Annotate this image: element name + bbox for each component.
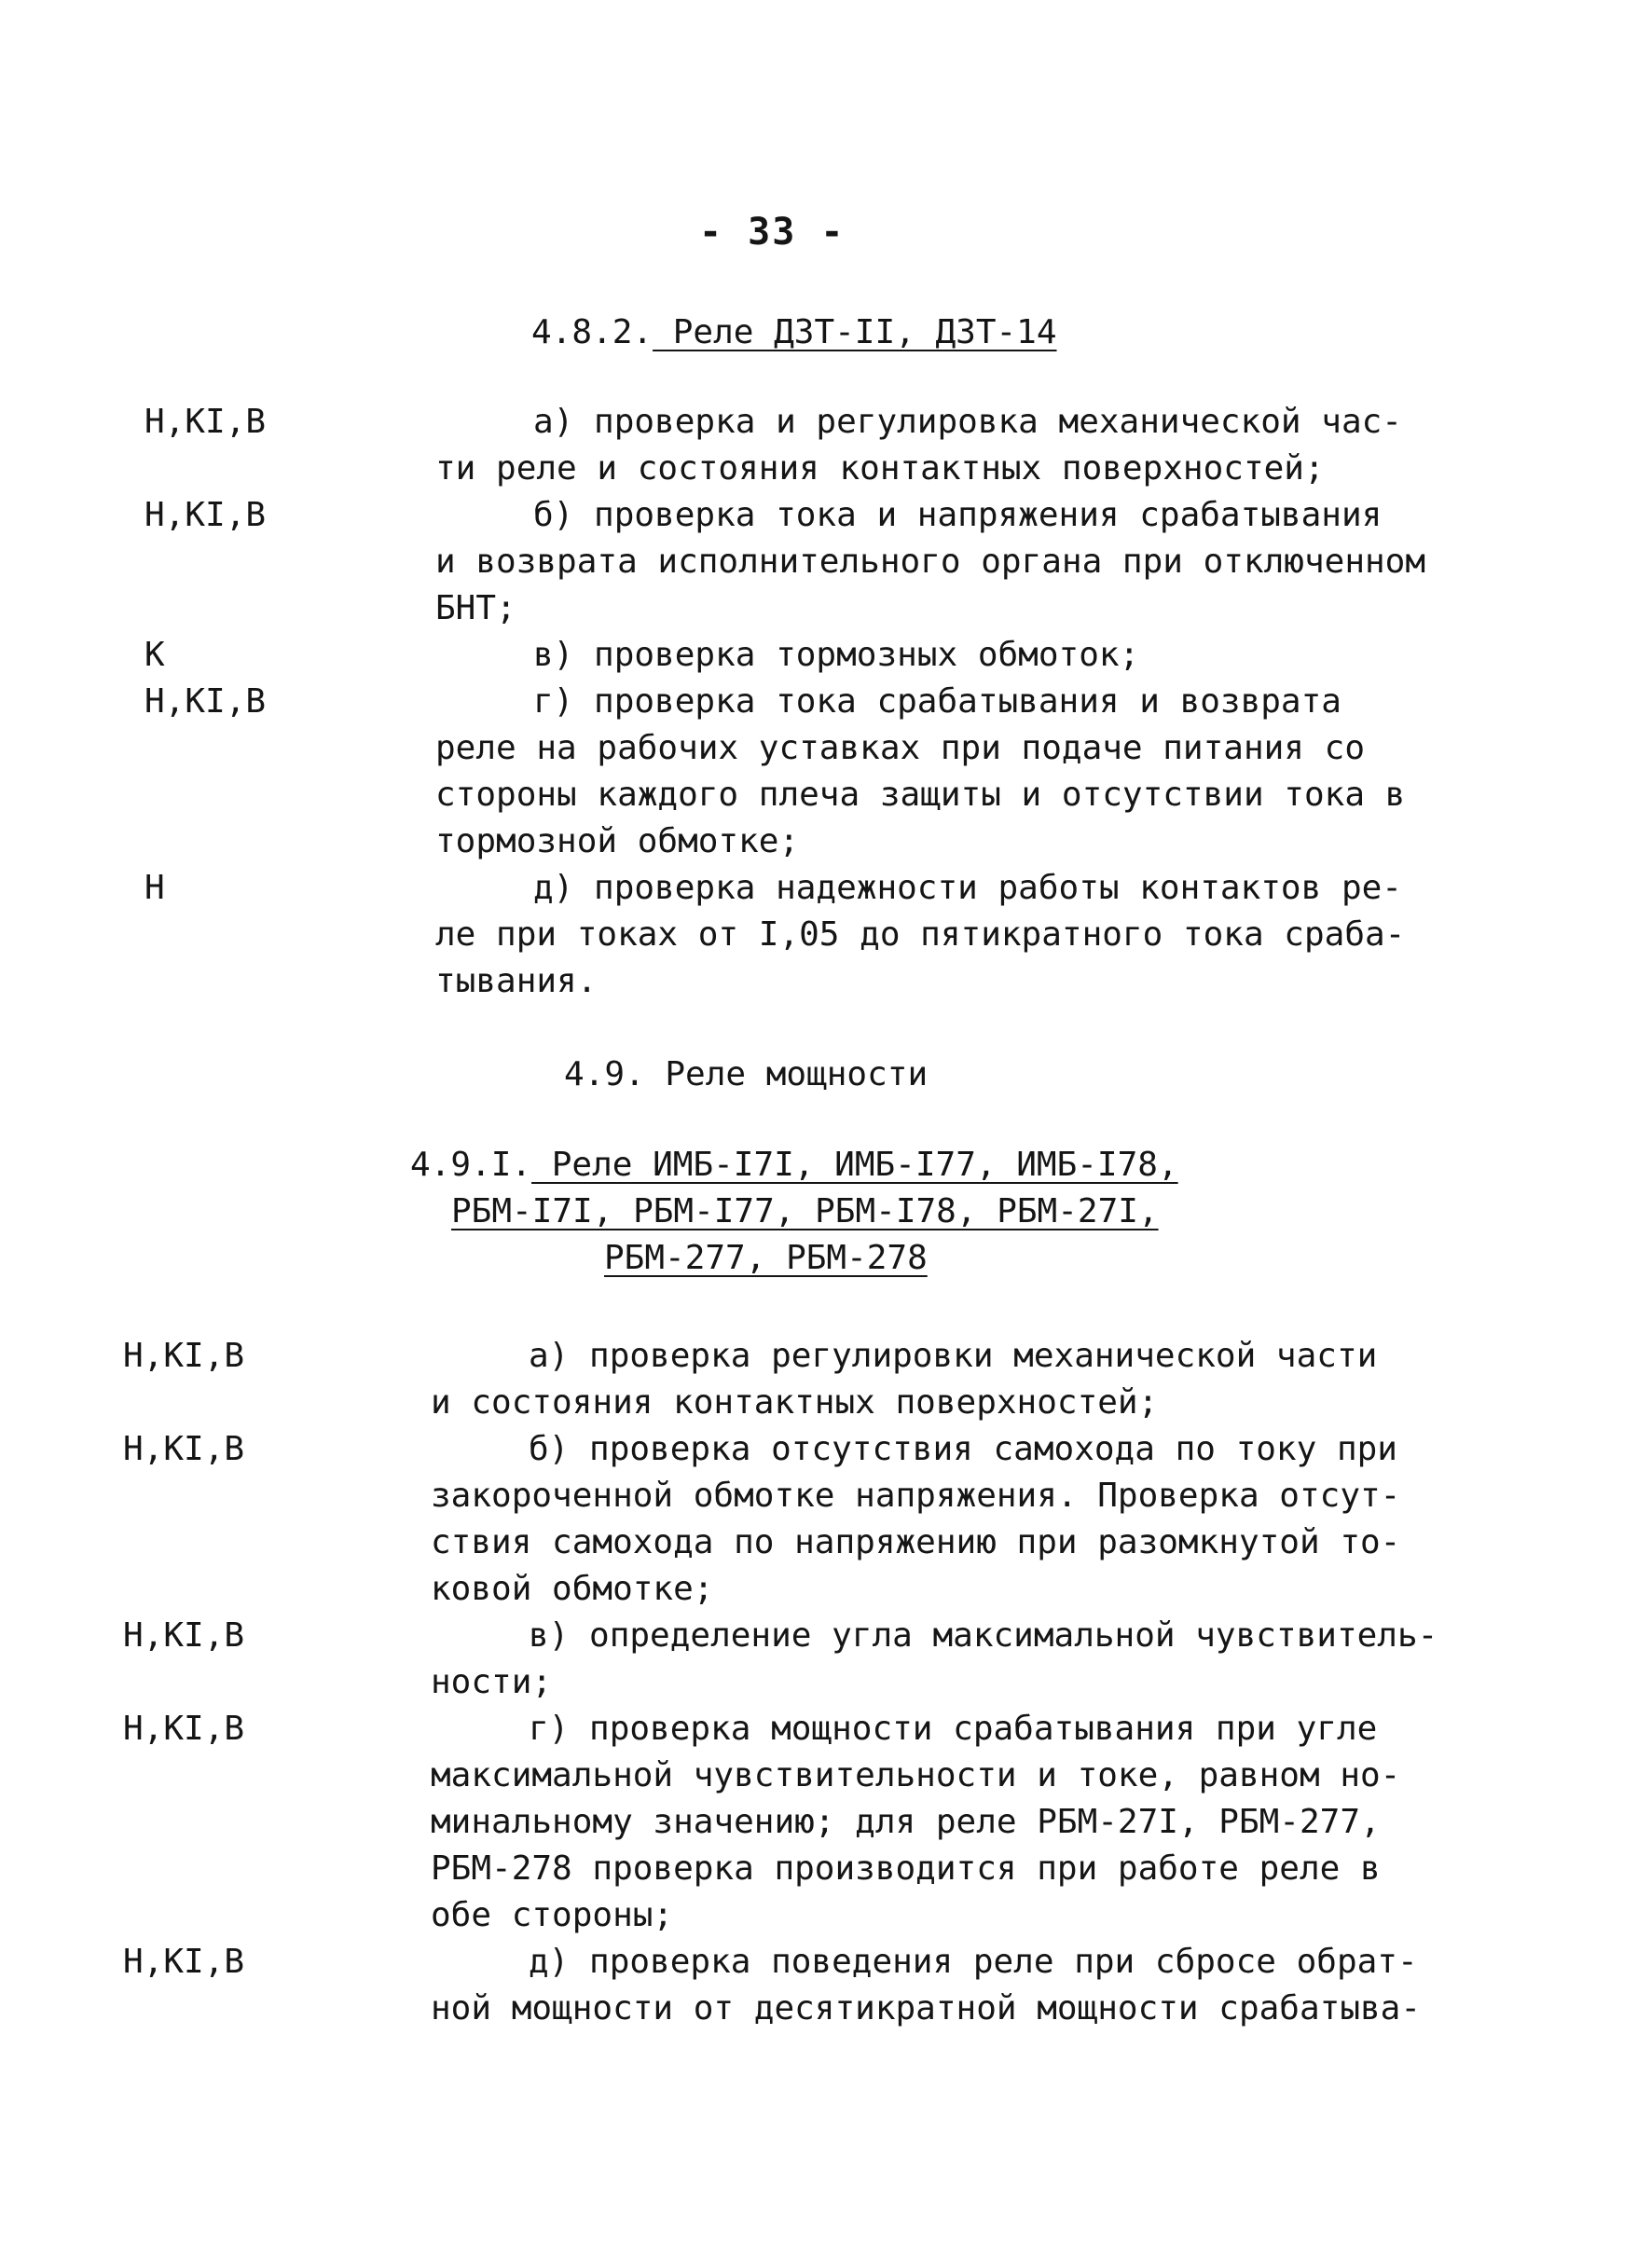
item-line: ной мощности от десятикратной мощности срабатыва- — [431, 1989, 1422, 2027]
item-line: д) проверка поведения реле при сбросе обрат- — [529, 1943, 1418, 1981]
item-line: ти реле и состояния контактных поверхностей; — [435, 449, 1325, 488]
section-title: Реле ДЗТ-II, ДЗТ-14 — [653, 313, 1057, 351]
item-line: д) проверка надежности работы контактов ре- — [533, 869, 1402, 907]
item-code: Н,КI,В — [123, 1710, 245, 1748]
item-line: тормозной обмотке; — [435, 822, 800, 860]
item-line: реле на рабочих уставках при подаче питания со — [435, 729, 1365, 767]
item-line: закороченной обмотке напряжения. Проверка отсут- — [431, 1477, 1401, 1515]
item-line: и возврата исполнительного органа при отключенном — [435, 543, 1426, 581]
item-line: в) проверка тормозных обмоток; — [533, 636, 1140, 674]
list-item — [435, 632, 1405, 679]
list-item — [431, 1939, 1422, 2032]
item-line: РБМ-278 проверка производится при работе реле в — [431, 1849, 1381, 1888]
item-line: стороны каждого плеча защиты и отсутствии тока в — [435, 776, 1406, 814]
item-line: максимальной чувствительности и токе, равном но- — [431, 1756, 1401, 1794]
section-heading-4-9-1 — [410, 1142, 1178, 1189]
item-line: обе стороны; — [431, 1896, 674, 1934]
item-line: а) проверка регулировки механической части — [529, 1337, 1378, 1375]
list-item — [435, 492, 1426, 632]
list-item — [435, 679, 1405, 865]
item-code: Н,КI,В — [123, 1616, 245, 1655]
item-code: Н,КI,В — [144, 496, 267, 534]
item-line: ле при токах от I,05 до пятикратного тока сраба- — [435, 915, 1406, 954]
item-line: г) проверка тока срабатывания и возврата — [533, 682, 1341, 721]
item-line: г) проверка мощности срабатывания при угле — [529, 1710, 1378, 1748]
item-code: Н,КI,В — [144, 682, 267, 721]
item-line: минальному значению; для реле РБМ-27I, РБМ-277, — [431, 1803, 1381, 1841]
section-heading-4-9-1-line2 — [451, 1189, 1159, 1235]
item-code: Н,КI,В — [144, 403, 267, 441]
item-line: ствия самохода по напряжению при разомкнутой то- — [431, 1523, 1401, 1561]
list-item — [431, 1426, 1400, 1613]
item-line: б) проверка отсутствия самохода по току при — [529, 1430, 1397, 1468]
item-line: ности; — [431, 1663, 553, 1701]
section-title-line: РБМ-277, РБМ-278 — [604, 1239, 928, 1277]
section-heading-4-8-2 — [531, 309, 1057, 356]
section-heading-4-9-1-line3 — [604, 1235, 928, 1282]
page-number: - 33 - — [699, 211, 846, 254]
item-code: К — [144, 636, 165, 674]
section-title-line: Реле ИМБ-I7I, ИМБ-I77, ИМБ-I78, — [531, 1146, 1178, 1184]
section-number: 4.8.2. — [531, 313, 654, 351]
list-item — [431, 1613, 1438, 1706]
item-code: Н,КI,В — [123, 1337, 245, 1375]
item-line: и состояния контактных поверхностей; — [431, 1383, 1159, 1422]
section-heading-4-9: 4.9. Реле мощности — [564, 1055, 929, 1093]
item-line: в) определение угла максимальной чувствитель- — [529, 1616, 1438, 1655]
list-item — [431, 1333, 1400, 1426]
item-code: Н,КI,В — [123, 1430, 245, 1468]
item-line: ковой обмотке; — [431, 1570, 714, 1608]
item-line: тывания. — [435, 962, 598, 1000]
list-item — [435, 865, 1405, 1005]
list-item — [435, 399, 1405, 492]
item-code: Н,КI,В — [123, 1943, 245, 1981]
item-line: б) проверка тока и напряжения срабатывания — [533, 496, 1383, 534]
item-line: а) проверка и регулировка механической час- — [533, 403, 1402, 441]
item-line: БНТ; — [435, 589, 516, 627]
list-item — [431, 1706, 1400, 1939]
section-title-line: РБМ-I7I, РБМ-I77, РБМ-I78, РБМ-27I, — [451, 1192, 1159, 1230]
section-number: 4.9.I. — [410, 1146, 532, 1184]
item-code: Н — [144, 869, 165, 907]
